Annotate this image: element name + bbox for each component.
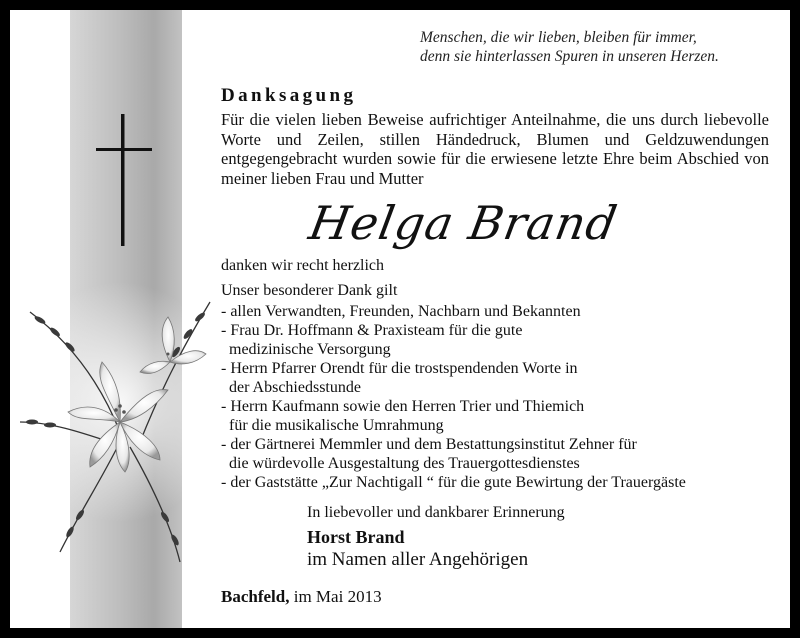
heading: Danksagung [221,85,357,106]
quote [420,28,770,66]
list-item: medizinische Versorgung [229,341,391,358]
lily-flowers-icon [10,272,230,572]
list-item: - Frau Dr. Hoffmann & Praxisteam für die gute [221,322,523,339]
list-item: der Abschiedsstunde [229,379,361,396]
cross-icon [96,114,152,246]
place: Bachfeld, [221,587,290,606]
list-item: - Herrn Kaufmann sowie den Herren Trier und Thiemich [221,398,585,415]
intro-paragraph: Für die vielen lieben Beweise aufrichtiger Anteilnahme, die uns durch liebevolle Worte und Zeilen, stillen Händedruck, Blumen und Geldzuwendungen entgegengebracht wurden sowie für die erwiesene letzte Ehre beim Abschied von meiner lieben Frau und Mutter [221,110,769,188]
thanks-list [221,302,781,492]
signer-subline: im Namen aller Angehörigen [307,549,529,570]
deceased-name: Helga Brand [305,196,622,250]
obituary-card [10,10,790,628]
closing-line: In liebevoller und dankbarer Erinnerung [307,504,565,521]
signer-name: Horst Brand [307,527,405,547]
special-thanks: Unser besonderer Dank gilt [221,282,398,299]
list-item: - der Gaststätte „Zur Nachtigall “ für die gute Bewirtung der Trauergäste [221,474,686,491]
list-item: für die musikalische Umrahmung [229,417,444,434]
quote-line: Menschen, die wir lieben, bleiben für immer, [420,29,697,46]
quote-line: denn sie hinterlassen Spuren in unseren Herzen. [420,48,719,65]
list-item: - Herrn Pfarrer Orendt für die trostspendenden Worte in [221,360,578,377]
thanks-line: danken wir recht herzlich [221,257,385,274]
date: im Mai 2013 [293,587,382,606]
list-item: - allen Verwandten, Freunden, Nachbarn und Bekannten [221,303,581,320]
list-item: - der Gärtnerei Memmler und dem Bestattungsinstitut Zehner für [221,436,637,453]
list-item: die würdevolle Ausgestaltung des Trauergottesdienstes [229,455,580,472]
place-date [221,587,382,607]
